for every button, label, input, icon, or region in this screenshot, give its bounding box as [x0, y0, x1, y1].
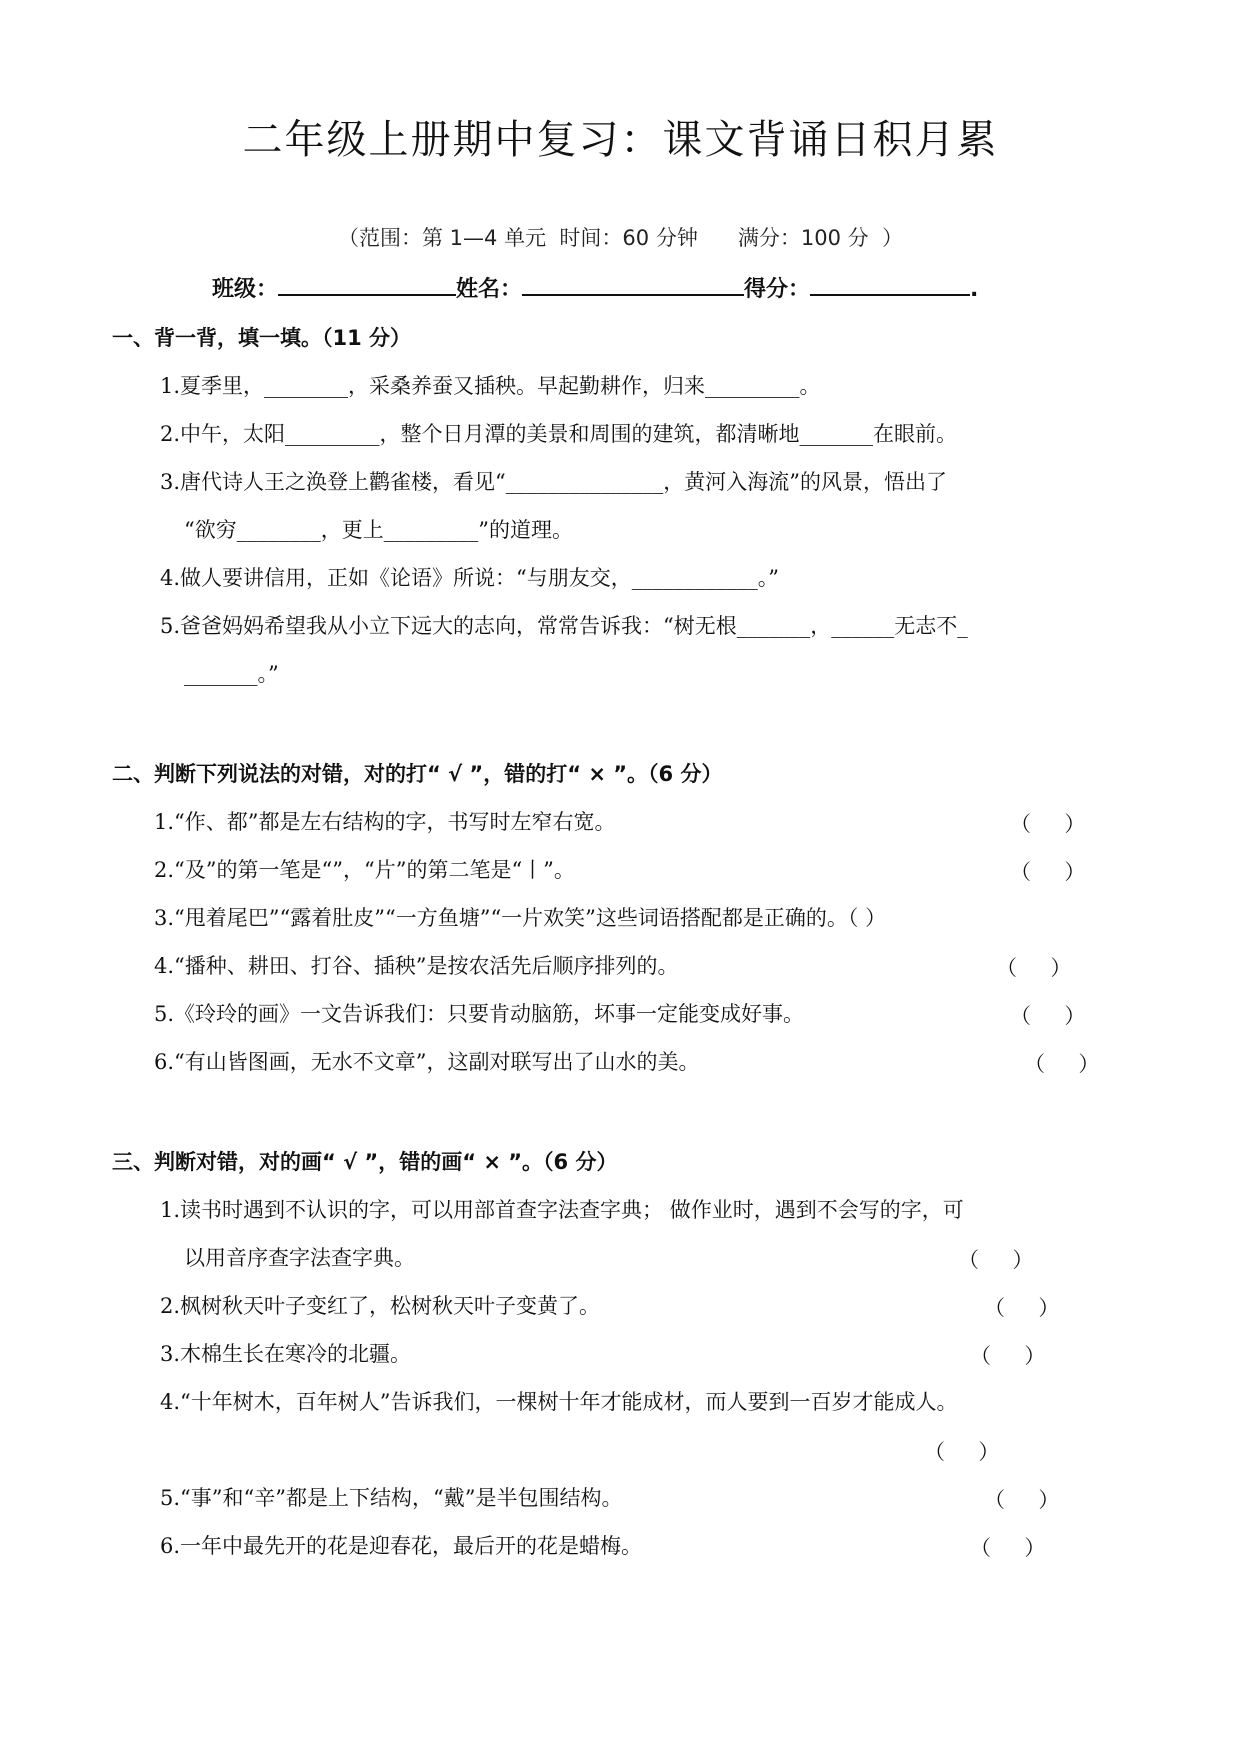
- s1-question-1[interactable]: 1.夏季里，________，采桑养蚕又插秧。早起勤耕作，归来_________。: [160, 374, 821, 398]
- class-label: 班级：: [212, 277, 279, 302]
- s3-question-5: 5.“事”和“辛”都是上下结构，“戴”是半包围结构。: [160, 1486, 623, 1510]
- section-2-heading: 二、判断下列说法的对错，对的打“ √ ”，错的打“ × ”。（6 分）: [112, 762, 723, 786]
- s1-question-3[interactable]: 3.唐代诗人王之涣登上鹳雀楼，看见“_______________，黄河入海流”的风景，悟出了: [160, 470, 948, 494]
- s3-question-3: 3.木棉生长在寒冷的北疆。: [160, 1342, 412, 1366]
- s3-answer-5[interactable]: （ ）: [984, 1488, 1060, 1512]
- s2-answer-1[interactable]: （ ）: [1010, 812, 1086, 836]
- s2-question-1: 1.“作、都”都是左右结构的字，书写时左窄右宽。: [154, 810, 616, 834]
- s3-question-2: 2.枫树秋天叶子变红了，松树秋天叶子变黄了。: [160, 1294, 601, 1318]
- s3-question-1: 1.读书时遇到不认识的字，可以用部首查字法查字典； 做作业时，遇到不会写的字，可: [160, 1198, 964, 1222]
- info-end: .: [970, 277, 979, 302]
- score-label: 得分：: [744, 277, 811, 302]
- s2-answer-2[interactable]: （ ）: [1010, 860, 1086, 884]
- exam-scope: （范围：第 1—4 单元 时间：60 分钟 满分：100 分 ）: [338, 226, 903, 250]
- s2-question-2: 2.“及”的第一笔是“”，“片”的第二笔是“丨”。: [154, 858, 575, 882]
- s1-question-5[interactable]: 5.爸爸妈妈希望我从小立下远大的志向，常常告诉我：“树无根_______，______无志不_: [160, 614, 968, 638]
- section-3-heading: 三、判断对错，对的画“ √ ”，错的画“ × ”。（6 分）: [112, 1150, 618, 1174]
- s3-answer-3[interactable]: （ ）: [970, 1344, 1046, 1368]
- s3-question-1-cont: 以用音序查字法查字典。: [184, 1246, 415, 1270]
- student-info-row: [212, 272, 978, 303]
- s3-question-4: 4.“十年树木，百年树人”告诉我们，一棵树十年才能成材，而人要到一百岁才能成人。: [160, 1390, 958, 1414]
- s2-question-6: 6.“有山皆图画，无水不文章”，这副对联写出了山水的美。: [154, 1050, 700, 1074]
- s1-question-2[interactable]: 2.中午，太阳_________，整个日月潭的美景和周围的建筑，都清晰地_______在眼前。: [160, 422, 958, 446]
- page-title: 二年级上册期中复习：课文背诵日积月累: [242, 117, 999, 163]
- class-field[interactable]: [278, 274, 456, 296]
- s2-question-5: 5.《玲玲的画》一文告诉我们：只要肯动脑筋，坏事一定能变成好事。: [154, 1002, 805, 1026]
- s1-question-3-cont[interactable]: “欲穷________，更上_________”的道理。: [184, 518, 573, 542]
- s2-answer-6[interactable]: （ ）: [1024, 1052, 1100, 1076]
- section-1-heading: 一、背一背，填一填。（11 分）: [112, 326, 412, 350]
- name-field[interactable]: [522, 274, 744, 296]
- s1-question-4[interactable]: 4.做人要讲信用，正如《论语》所说：“与朋友交，____________。”: [160, 566, 780, 590]
- s1-question-5-cont[interactable]: _______。”: [184, 662, 279, 686]
- s3-answer-1[interactable]: （ ）: [958, 1248, 1034, 1272]
- s2-answer-4[interactable]: （ ）: [996, 956, 1072, 980]
- score-field[interactable]: [810, 274, 970, 296]
- s2-question-3[interactable]: 3.“甩着尾巴”“露着肚皮”“一方鱼塘”“一片欢笑”这些词语搭配都是正确的。（ ）: [154, 906, 887, 930]
- s3-answer-4[interactable]: （ ）: [924, 1440, 1000, 1464]
- s3-answer-2[interactable]: （ ）: [984, 1296, 1060, 1320]
- name-label: 姓名：: [456, 277, 523, 302]
- s3-answer-6[interactable]: （ ）: [970, 1536, 1046, 1560]
- s2-answer-5[interactable]: （ ）: [1010, 1004, 1086, 1028]
- s2-question-4: 4.“播种、耕田、打谷、插秧”是按农活先后顺序排列的。: [154, 954, 679, 978]
- s3-question-6: 6.一年中最先开的花是迎春花，最后开的花是蜡梅。: [160, 1534, 643, 1558]
